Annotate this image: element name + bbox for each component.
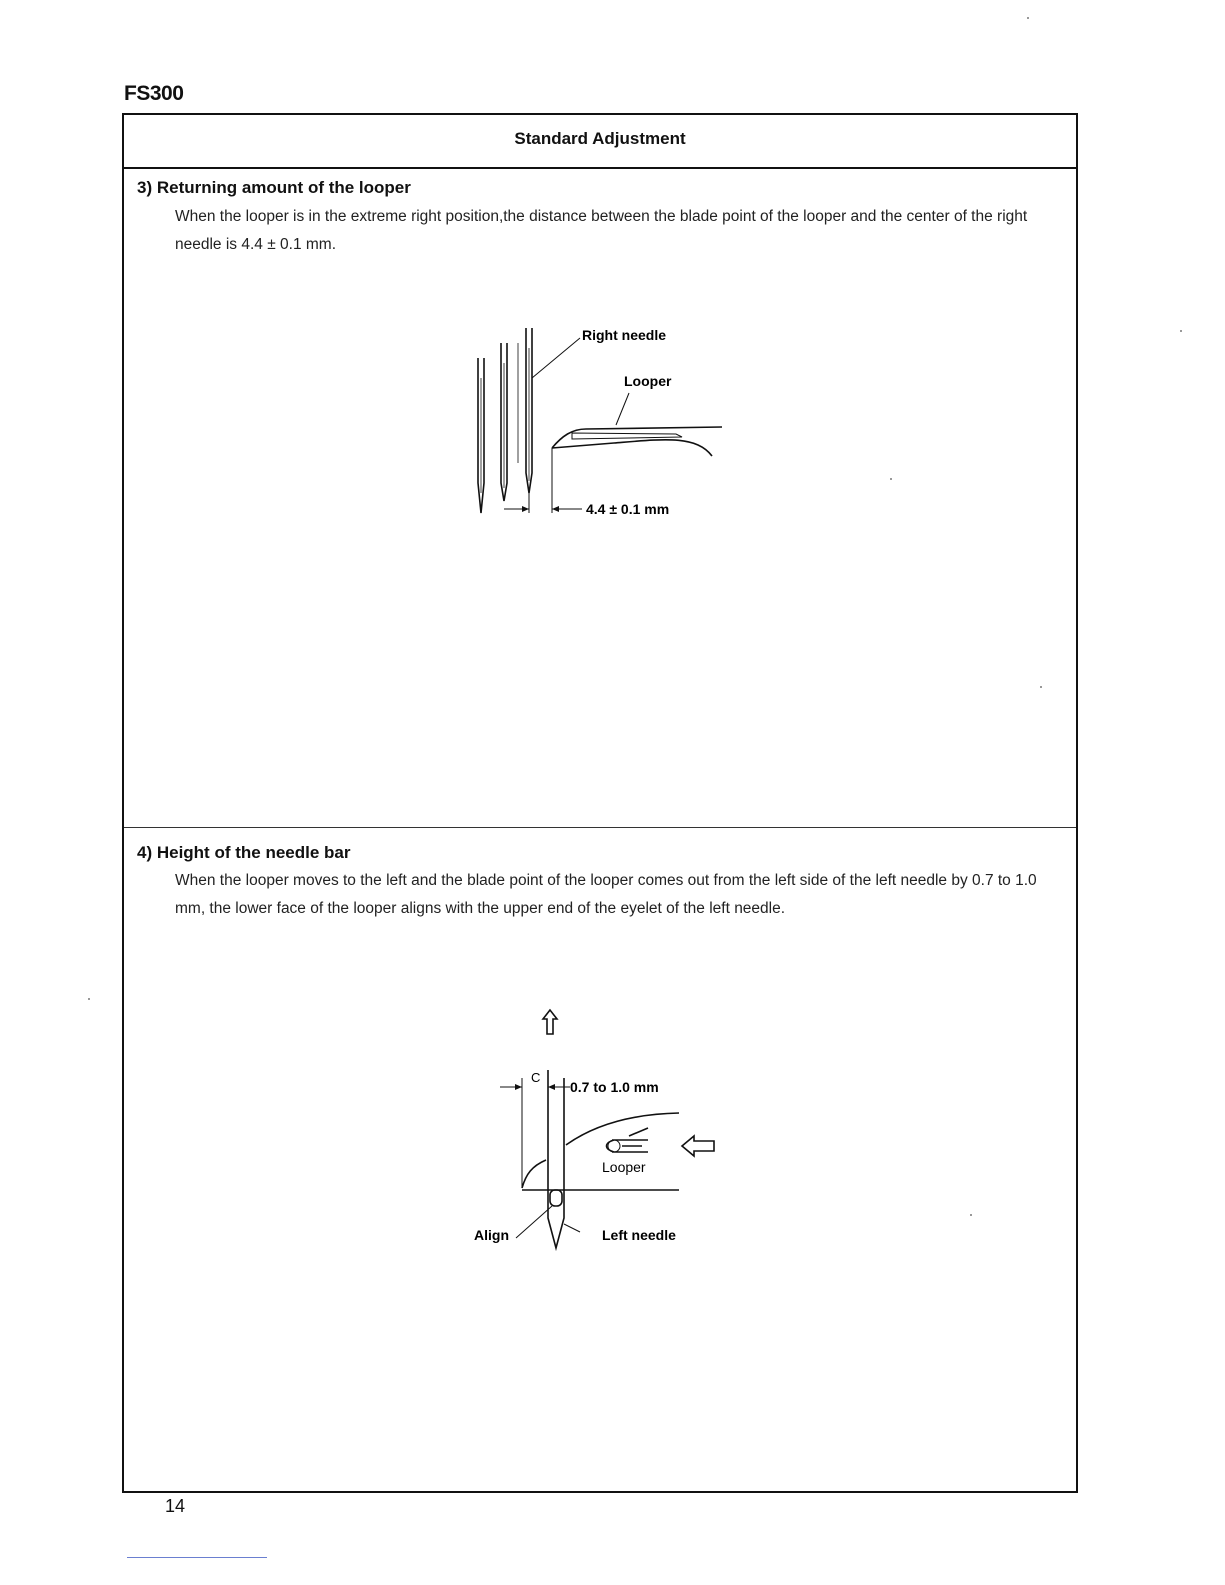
distance-label-2: 0.7 to 1.0 mm — [570, 1079, 659, 1095]
scan-speck — [1040, 686, 1042, 688]
looper-shape — [552, 427, 722, 456]
section-4-body: When the looper moves to the left and the blade point of the looper comes out from the left side of the left needle by 0.7 to 1.0 mm, the lower face of the looper aligns with the upper end of the eyelet of the left needle. — [175, 872, 1037, 917]
scan-speck — [1180, 330, 1182, 332]
distance-label: 4.4 ± 0.1 mm — [586, 501, 670, 517]
right-needle-label: Right needle — [582, 327, 667, 343]
c-label: C — [531, 1070, 541, 1085]
left-arrow-icon — [682, 1136, 714, 1156]
looper-label-2: Looper — [602, 1159, 646, 1175]
model-name: FS300 — [124, 82, 184, 105]
section-3-title: 3) Returning amount of the looper — [137, 178, 411, 197]
adjustment-table — [122, 113, 1078, 1493]
section-3-body: When the looper is in the extreme right position,the distance between the blade point of the looper and the center of the right needle is 4.4 ± 0.1 mm. — [175, 208, 1028, 253]
scan-speck — [1027, 17, 1029, 19]
section-divider — [124, 827, 1076, 828]
section-4-title: 4) Height of the needle bar — [137, 843, 351, 862]
up-arrow-icon — [543, 1010, 557, 1034]
align-label: Align — [474, 1227, 509, 1243]
page-number: 14 — [165, 1496, 186, 1516]
looper-returning-figure — [464, 323, 734, 538]
table-header — [124, 115, 1076, 169]
left-needle-label: Left needle — [602, 1227, 676, 1243]
scan-speck — [890, 478, 892, 480]
footer-link-underline — [127, 1557, 267, 1558]
scan-speck — [88, 998, 90, 1000]
needle-eyelet — [550, 1190, 562, 1206]
scan-speck — [970, 1214, 972, 1216]
right-needle-leader — [532, 338, 580, 378]
table-title: Standard Adjustment — [514, 129, 686, 148]
looper-label: Looper — [624, 373, 672, 389]
needle-bar-height-figure — [464, 1000, 724, 1260]
